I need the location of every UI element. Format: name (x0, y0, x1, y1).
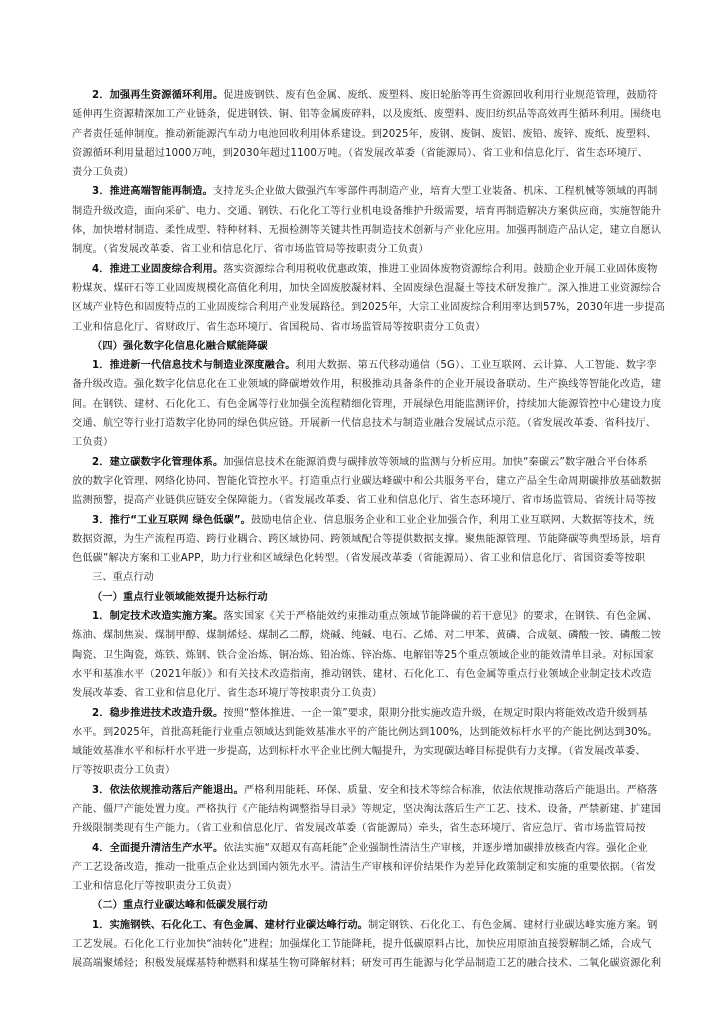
line-text: 制造升级改造，面向采矿、电力、交通、钢铁、石化化工等行业机电设备维护升级需要，培育再制造解决方案供应商，实施智能升 (72, 205, 662, 217)
line-text: 产工艺设备改造，推动一批重点企业达到国内领先水平。清洁生产审核和评价结果作为差异化政策制定和实施的重要依据。（省发 (72, 861, 657, 873)
paragraph-line (72, 916, 724, 935)
line-text: 交通、航空等行业打造数字化协同的绿色供应链。开展新一代信息技术与制造业融合发展试点示范。（省发展改革委、省科技厅、 (72, 418, 657, 430)
paragraph-line (72, 279, 724, 298)
line-text: 按照“整体推进、一企一策”要求，限期分批实施改造升级，在规定时限内将能效改造升级到基 (223, 707, 648, 719)
paragraph-line (72, 626, 724, 645)
heading-text: （一）重点行业领域能效提升达标行动 (92, 591, 268, 603)
line-text: 区域产业特色和固废特点的工业固废综合利用产业发展路径。到2025年，大宗工业固废综合利用率达到57%，2030年进一步提高 (72, 302, 666, 314)
line-text: 产者责任延伸制度。推动新能源汽车动力电池回收利用体系建设。到2025年，废钢、废铜、废铝、废铅、废锌、废纸、废塑料、 (72, 128, 657, 140)
item-heading: 1．推进新一代信息技术与制造业深度融合。 (92, 360, 296, 372)
line-text: 制定钢铁、石化化工、有色金属、建材行业碳达峰实施方案。钢 (368, 919, 658, 931)
item-heading: 4．推进工业固废综合利用。 (92, 263, 224, 275)
heading-text: （四）强化数字化信息化融合赋能降碳 (92, 340, 268, 352)
line-text: 三、重点行动 (92, 572, 155, 584)
paragraph-line (72, 395, 724, 414)
paragraph-line (72, 742, 724, 761)
paragraph-line (72, 684, 724, 703)
paragraph-line (72, 491, 724, 510)
paragraph-line (72, 935, 724, 954)
paragraph-line (72, 182, 724, 201)
item-heading: 3．推行“工业互联网 绿色低碳”。 (92, 514, 252, 526)
document-body (72, 86, 724, 974)
paragraph-line (72, 858, 724, 877)
line-text: 炼油、煤制焦炭、煤制甲醇、煤制烯烃、煤制乙二醇，烧碱、纯碱、电石、乙烯、对二甲苯、黄磷、合成氨、磷酸一铵、磷酸二铵 (72, 630, 662, 642)
line-text: 粉煤灰、煤矸石等工业固废规模化高值化利用，加快全固废胶凝材料、全固废绿色混凝土等技术研发推广。深入推进工业资源综合 (72, 282, 662, 294)
line-text: 延伸再生资源精深加工产业链条，促进钢铁、铜、铝等金属废碎料，以及废纸、废塑料、废旧纺织品等高效再生循环利用。围绕电 (72, 109, 662, 121)
line-text: 展高端聚烯烃；积极发展煤基特种燃料和煤基生物可降解材料；研发可再生能源与化学品制造工艺的融合技术、二氧化碳资源化利 (72, 958, 662, 970)
line-text: 利用大数据、第五代移动通信（5G）、工业互联网、云计算、人工智能、数字孪 (295, 360, 657, 372)
paragraph-line (72, 202, 724, 221)
paragraph-line (72, 781, 724, 800)
line-text: 陶瓷、卫生陶瓷，炼铁、炼钢、铁合金冶炼、铜冶炼、铅冶炼、锌冶炼、电解铝等25个重点领域企业的能效清单目录。对标国家 (72, 649, 654, 661)
paragraph-line (72, 761, 724, 780)
line-text: 工艺发展。石化化工行业加快“油转化”进程；加强煤化工节能降耗，提升低碳原料占比，加快应用原油直接裂解制乙烯，合成气 (72, 939, 652, 951)
paragraph-line (72, 549, 724, 568)
section-heading (72, 337, 724, 356)
line-text: 促进废钢铁、废有色金属、废纸、废塑料、废旧轮胎等再生资源回收利用行业规范管理，鼓励符 (223, 90, 658, 101)
line-text: 责分工负责） (72, 167, 135, 179)
paragraph-line (72, 86, 724, 105)
line-text: 水平和基准水平（2021年版）》和有关技术改造指南，推动钢铁、建材、石化化工、有色金属等重点行业领域企业制定技术改造 (72, 668, 652, 680)
line-text: 工业和信息化厅等按职责分工负责） (72, 881, 238, 893)
paragraph-line (72, 723, 724, 742)
line-text: 落实资源综合利用税收优惠政策，推进工业固体废物资源综合利用。鼓励企业开展工业固体废物 (223, 263, 658, 275)
paragraph-line (72, 260, 724, 279)
paragraph-line (72, 125, 724, 144)
paragraph-line (72, 665, 724, 684)
paragraph-line (72, 819, 724, 838)
item-heading: 2．建立碳数字化管理体系。 (92, 456, 224, 468)
paragraph-line (72, 453, 724, 472)
paragraph-line (72, 414, 724, 433)
paragraph-line (72, 800, 724, 819)
paragraph-line (72, 530, 724, 549)
paragraph-line (72, 568, 724, 587)
line-text: 体，加快增材制造、柔性成型、特种材料、无损检测等关键共性再制造技术创新与产业化应用。加强再制造产品认定，建立自愿认 (72, 225, 662, 237)
line-text: 资源循环利用量超过1000万吨，到2030年超过1100万吨。（省发展改革委（省能源局）、省工业和信息化厅、省生态环境厅、 (72, 147, 648, 159)
paragraph-line (72, 472, 724, 491)
line-text: 依法实施“双超双有高耗能”企业强制性清洁生产审核，并逐步增加碳排放核查内容。强化企业 (223, 842, 648, 854)
line-text: 制度。（省发展改革委、省工业和信息化厅、省市场监管局等按职责分工负责） (72, 244, 429, 256)
paragraph-line (72, 298, 724, 317)
line-text: 落实国家《关于严格能效约束推动重点领域节能降碳的若干意见》的要求，在钢铁、有色金属、 (223, 611, 658, 623)
paragraph-line (72, 704, 724, 723)
item-heading: 1．制定技术改造实施方案。 (92, 611, 224, 623)
line-text: 水平。到2025年，首批高耗能行业重点领域达到能效基准水平的产能比例达到100%，达到能效标杆水平的产能比例达到30%。 (72, 726, 658, 738)
paragraph-line (72, 163, 724, 182)
paragraph-line (72, 954, 724, 973)
line-text: 工负责） (72, 437, 114, 449)
item-heading: 2．稳步推进技术改造升级。 (92, 707, 224, 719)
line-text: 放的数字化管理、网络化协同、智能化管控水平。打造重点行业碳达峰碳中和公共服务平台，建立产品全生命周期碳排放基础数据 (72, 475, 662, 487)
paragraph-line (72, 318, 724, 337)
paragraph-line (72, 240, 724, 259)
line-text: 数据资源，为生产流程再造、跨行业耦合、跨区域协同、跨领域配合等提供数据支撑。聚焦能源管理、节能降碳等典型场景，培育 (72, 533, 662, 545)
line-text: 发展改革委、省工业和信息化厅、省生态环境厅等按职责分工负责） (72, 688, 383, 700)
heading-text: （二）重点行业碳达峰和低碳发展行动 (92, 900, 268, 912)
line-text: 产能、僵尸产能处置力度。严格执行《产能结构调整指导目录》等规定，坚决淘汰落后生产工艺、技术、设备，严禁新建、扩建国 (72, 803, 662, 815)
section-heading (72, 588, 724, 607)
item-heading: 3．依法依规推动落后产能退出。 (92, 784, 244, 796)
line-text: 域能效基准水平和标杆水平进一步提高，达到标杆水平企业比例大幅提升，为实现碳达峰目标提供有力支撑。（省发展改革委、 (72, 746, 646, 758)
paragraph-line (72, 839, 724, 858)
paragraph-line (72, 356, 724, 375)
item-heading: 2．加强再生资源循环利用。 (92, 90, 224, 101)
line-text: 工业和信息化厅、省财政厅、省生态环境厅、省国税局、省市场监管局等按职责分工负责） (72, 321, 486, 333)
paragraph-line (72, 877, 724, 896)
line-text: 间。在钢铁、建材、石化化工、有色金属等行业加强全流程精细化管理，开展绿色用能监测评价，持续加大能源管控中心建设力度 (72, 398, 662, 410)
paragraph-line (72, 646, 724, 665)
line-text: 监测预警，提高产业链供应链安全保障能力。（省发展改革委、省工业和信息化厅、省生态环境厅、省市场监管局、省统计局等按 (72, 495, 657, 507)
paragraph-line (72, 607, 724, 626)
line-text: 严格利用能耗、环保、质量、安全和技术等综合标准，依法依规推动落后产能退出。严格落 (243, 784, 658, 796)
item-heading: 3．推进高端智能再制造。 (92, 186, 213, 198)
paragraph-line (72, 511, 724, 530)
paragraph-line (72, 375, 724, 394)
line-text: 色低碳”解决方案和工业APP，助力行业和区域绿色化转型。（省发展改革委（省能源局）、省工业和信息化厅、省国资委等按职 (72, 553, 646, 565)
item-heading: 1．实施钢铁、石化化工、有色金属、建材行业碳达峰行动。 (92, 919, 369, 931)
section-heading (72, 896, 724, 915)
line-text: 厅等按职责分工负责） (72, 765, 176, 777)
line-text: 备升级改造。强化数字化信息化在工业领域的降碳增效作用，积极推动具备条件的企业开展设备联动、生产换线等智能化改造，建 (72, 379, 662, 391)
line-text: 支持龙头企业做大做强汽车零部件再制造产业，培育大型工业装备、机床、工程机械等领域的再制 (212, 186, 658, 198)
paragraph-line (72, 433, 724, 452)
line-text: 升级限制类现有生产能力。（省工业和信息化厅、省发展改革委（省能源局）牵头，省生态环境厅、省应急厅、省市场监管局按 (72, 823, 646, 835)
line-text: 鼓励电信企业、信息服务企业和工业企业加强合作，利用工业互联网、大数据等技术，统 (251, 514, 655, 526)
paragraph-line (72, 144, 724, 163)
line-text: 加强信息技术在能源消费与碳排放等领域的监测与分析应用。加快“秦碳云”数字融合平台体系 (223, 456, 648, 468)
item-heading: 4．全面提升清洁生产水平。 (92, 842, 224, 854)
paragraph-line (72, 105, 724, 124)
paragraph-line (72, 221, 724, 240)
